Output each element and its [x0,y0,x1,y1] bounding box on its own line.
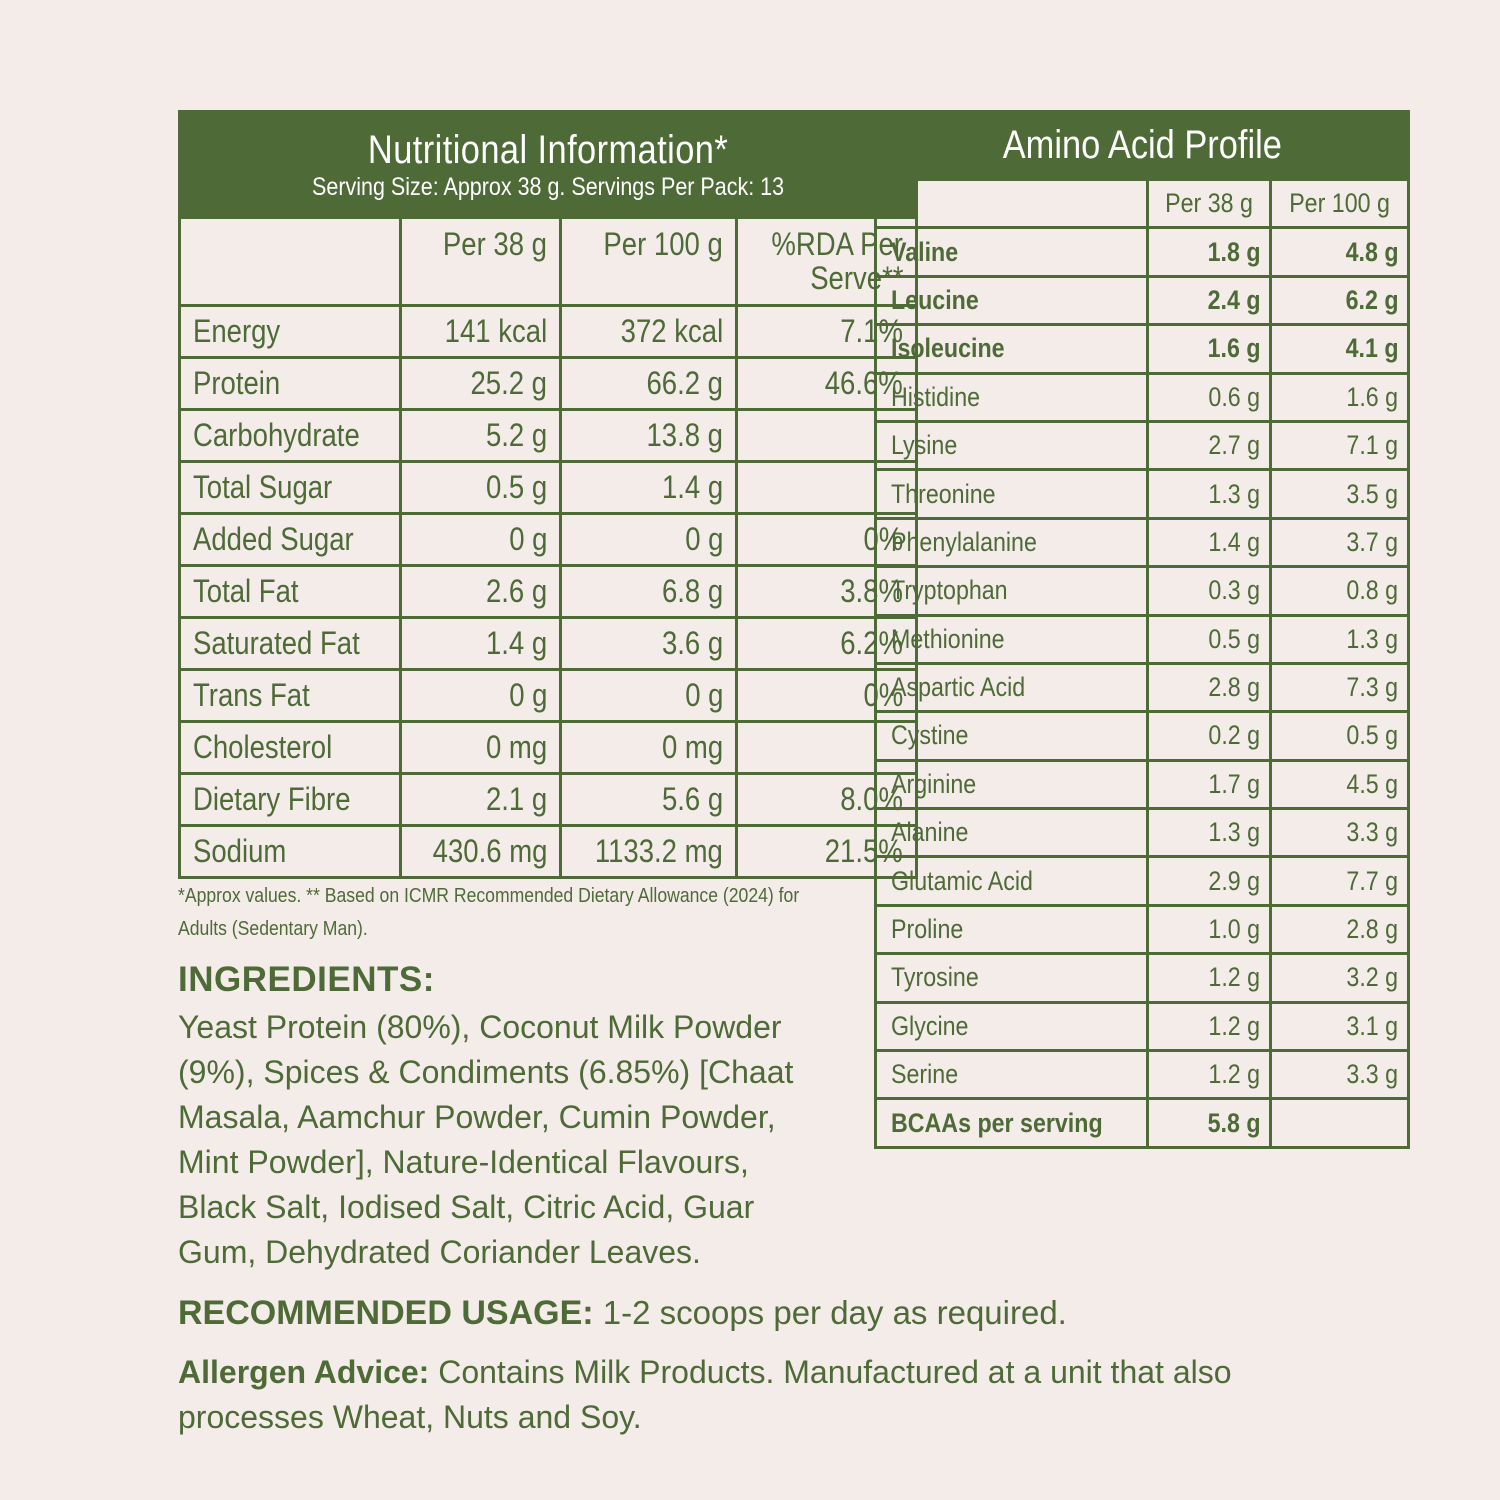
amino-name: BCAAs per serving [876,1099,1148,1147]
col-header-per100: Per 100 g [561,218,737,306]
nutrition-row [180,722,917,774]
value-rda: 21.5% [737,826,917,878]
amino-name: Tyrosine [876,954,1148,1002]
ingredients-line: Masala, Aamchur Powder, Cumin Powder, [178,1099,776,1135]
blank-header-cell [876,180,1148,228]
amino-per38: 0.3 g [1148,567,1271,615]
value-per38: 141 kcal [400,306,560,358]
amino-row [876,760,1409,808]
amino-row [876,325,1409,373]
amino-per100 [1271,1099,1409,1147]
value-rda: 3.8% [737,566,917,618]
amino-per38: 1.2 g [1148,1002,1271,1050]
amino-name: Phenylalanine [876,518,1148,566]
amino-name: Valine [876,228,1148,276]
value-rda: 8.0% [737,774,917,826]
amino-row [876,276,1409,324]
col-header-rda: %RDA Per Serve** [737,218,917,306]
value-per38: 1.4 g [400,618,560,670]
amino-row [876,1099,1409,1147]
nutrition-row [180,618,917,670]
amino-row [876,712,1409,760]
value-rda: 0% [737,514,917,566]
value-per38: 0 g [400,514,560,566]
amino-per38: 1.6 g [1148,325,1271,373]
nutrition-row [180,774,917,826]
amino-per100: 7.3 g [1271,663,1409,711]
value-per100: 3.6 g [561,618,737,670]
amino-per100: 3.5 g [1271,470,1409,518]
value-per38: 5.2 g [400,410,560,462]
amino-name: Glycine [876,1002,1148,1050]
col-header-per38: Per 38 g [1148,180,1271,228]
amino-per100: 0.5 g [1271,712,1409,760]
amino-row [876,905,1409,953]
allergen-advice [178,1350,1338,1440]
amino-row [876,809,1409,857]
amino-name: Histidine [876,373,1148,421]
amino-per100: 0.8 g [1271,567,1409,615]
amino-per38: 0.6 g [1148,373,1271,421]
amino-per100: 4.5 g [1271,760,1409,808]
amino-per38: 0.2 g [1148,712,1271,760]
amino-name: Tryptophan [876,567,1148,615]
amino-row [876,1002,1409,1050]
amino-name: Lysine [876,421,1148,469]
amino-row [876,1051,1409,1099]
ingredients-line: Black Salt, Iodised Salt, Citric Acid, Guar [178,1189,755,1225]
ingredients-line: Gum, Dehydrated Coriander Leaves. [178,1234,701,1270]
amino-title: Amino Acid Profile [876,112,1409,180]
amino-per100: 3.3 g [1271,809,1409,857]
ingredients-line: Mint Powder], Nature-Identical Flavours, [178,1144,749,1180]
footnote-line-1: *Approx values. ** Based on ICMR Recommended Dietary Allowance (2024) for [178,885,800,907]
nutrient-name: Trans Fat [180,670,401,722]
col-header-per38: Per 38 g [400,218,560,306]
value-rda: 0% [737,670,917,722]
value-per38: 25.2 g [400,358,560,410]
usage-text: 1-2 scoops per day as required. [593,1294,1067,1331]
ingredients-text [178,1005,838,1275]
value-per100: 372 kcal [561,306,737,358]
amino-name: Threonine [876,470,1148,518]
usage-label: RECOMMENDED USAGE: [178,1294,594,1332]
value-per100: 0 mg [561,722,737,774]
amino-per100: 3.2 g [1271,954,1409,1002]
amino-per38: 0.5 g [1148,615,1271,663]
amino-per38: 1.8 g [1148,228,1271,276]
amino-per38: 1.7 g [1148,760,1271,808]
nutrient-name: Dietary Fibre [180,774,401,826]
value-rda: 6.2% [737,618,917,670]
value-per100: 0 g [561,670,737,722]
amino-row [876,373,1409,421]
ingredients-title: INGREDIENTS: [178,960,435,999]
amino-row [876,421,1409,469]
amino-per100: 1.6 g [1271,373,1409,421]
nutrition-row [180,826,917,878]
value-rda: 7.1% [737,306,917,358]
amino-per100: 6.2 g [1271,276,1409,324]
amino-name: Arginine [876,760,1148,808]
serving-info: Serving Size: Approx 38 g. Servings Per Pack: 13 [312,172,785,201]
amino-name: Alanine [876,809,1148,857]
value-per38: 2.6 g [400,566,560,618]
amino-per38: 2.4 g [1148,276,1271,324]
amino-row [876,518,1409,566]
nutrient-name: Energy [180,306,401,358]
nutrient-name: Total Fat [180,566,401,618]
value-per100: 66.2 g [561,358,737,410]
nutrient-name: Cholesterol [180,722,401,774]
nutrient-name: Sodium [180,826,401,878]
value-per38: 2.1 g [400,774,560,826]
nutrition-row [180,306,917,358]
amino-per100: 3.1 g [1271,1002,1409,1050]
amino-row [876,567,1409,615]
amino-per38: 5.8 g [1148,1099,1271,1147]
nutrition-row [180,358,917,410]
amino-name: Methionine [876,615,1148,663]
value-per38: 430.6 mg [400,826,560,878]
value-per100: 6.8 g [561,566,737,618]
amino-row [876,470,1409,518]
value-per100: 13.8 g [561,410,737,462]
nutrient-name: Carbohydrate [180,410,401,462]
amino-name: Proline [876,905,1148,953]
amino-per100: 3.7 g [1271,518,1409,566]
value-rda: 46.6% [737,358,917,410]
allergen-text: Contains Milk Products. Manufactured at a unit that also processes Wheat, Nuts and Soy. [178,1354,1232,1435]
amino-per100: 3.3 g [1271,1051,1409,1099]
nutrient-name: Added Sugar [180,514,401,566]
ingredients-line: (9%), Spices & Condiments (6.85%) [Chaat [178,1054,794,1090]
amino-per38: 1.3 g [1148,809,1271,857]
nutrient-name: Protein [180,358,401,410]
nutrient-name: Saturated Fat [180,618,401,670]
allergen-label: Allergen Advice: [178,1354,430,1390]
amino-acid-table [874,110,1410,1149]
amino-per100: 2.8 g [1271,905,1409,953]
recommended-usage [178,1290,1067,1336]
value-per100: 0 g [561,514,737,566]
amino-row [876,615,1409,663]
amino-per38: 2.8 g [1148,663,1271,711]
value-per38: 0 g [400,670,560,722]
nutrition-row [180,514,917,566]
amino-per38: 1.2 g [1148,954,1271,1002]
amino-per100: 7.7 g [1271,857,1409,905]
amino-per100: 7.1 g [1271,421,1409,469]
amino-per38: 1.2 g [1148,1051,1271,1099]
amino-name: Isoleucine [876,325,1148,373]
amino-per100: 4.1 g [1271,325,1409,373]
nutrient-name: Total Sugar [180,462,401,514]
amino-per38: 2.9 g [1148,857,1271,905]
amino-per100: 1.3 g [1271,615,1409,663]
amino-per38: 1.4 g [1148,518,1271,566]
value-per38: 0.5 g [400,462,560,514]
amino-name: Aspartic Acid [876,663,1148,711]
value-per100: 1133.2 mg [561,826,737,878]
blank-header-cell [180,218,401,306]
amino-per38: 2.7 g [1148,421,1271,469]
col-header-per100: Per 100 g [1271,180,1409,228]
value-per100: 1.4 g [561,462,737,514]
amino-name: Serine [876,1051,1148,1099]
nutrition-row [180,566,917,618]
amino-name: Glutamic Acid [876,857,1148,905]
amino-per100: 4.8 g [1271,228,1409,276]
nutrition-header [180,112,917,218]
amino-name: Cystine [876,712,1148,760]
amino-name: Leucine [876,276,1148,324]
amino-per38: 1.0 g [1148,905,1271,953]
nutrition-title: Nutritional Information* [367,127,729,172]
amino-row [876,663,1409,711]
amino-per38: 1.3 g [1148,470,1271,518]
nutrition-table [178,110,918,879]
value-per100: 5.6 g [561,774,737,826]
footnote [178,880,858,946]
amino-row [876,857,1409,905]
footnote-line-2: Adults (Sedentary Man). [178,918,368,940]
nutrition-row [180,410,917,462]
amino-row [876,228,1409,276]
amino-row [876,954,1409,1002]
value-per38: 0 mg [400,722,560,774]
ingredients-line: Yeast Protein (80%), Coconut Milk Powder [178,1009,782,1045]
nutrition-row [180,462,917,514]
nutrition-row [180,670,917,722]
